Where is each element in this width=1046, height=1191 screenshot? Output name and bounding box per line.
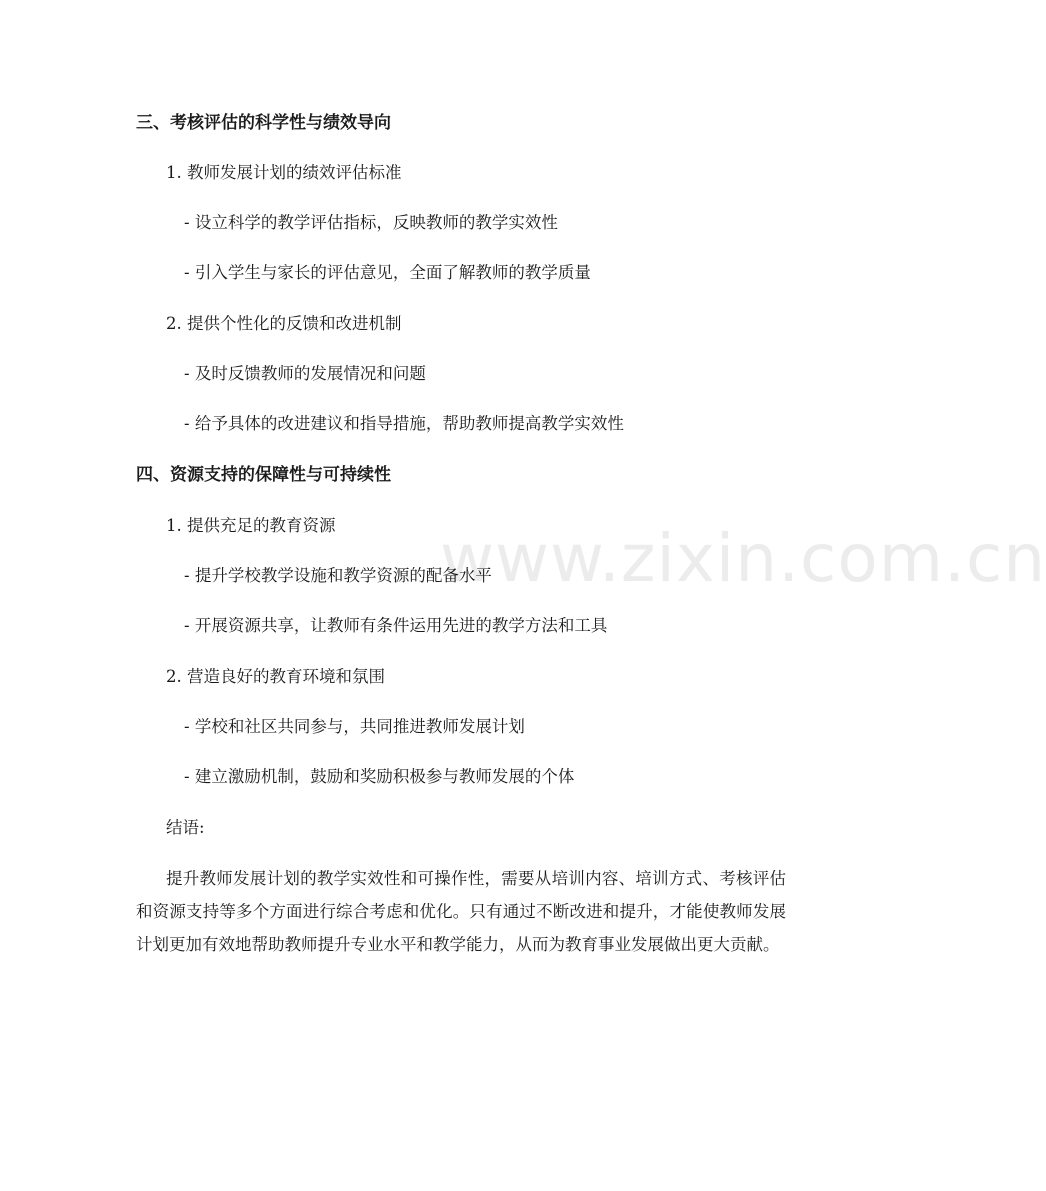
bullet-3-1-1: - 设立科学的教学评估指标，反映教师的教学实效性	[184, 213, 558, 232]
bullet-3-2-2: - 给予具体的改进建议和指导措施，帮助教师提高教学实效性	[184, 414, 624, 433]
bullet-3-1-2: - 引入学生与家长的评估意见，全面了解教师的教学质量	[184, 263, 591, 282]
bullet-4-2-1: - 学校和社区共同参与，共同推进教师发展计划	[184, 717, 525, 736]
item-title-3-2: 2. 提供个性化的反馈和改进机制	[166, 314, 402, 333]
bullet-4-2-2: - 建立激励机制，鼓励和奖励积极参与教师发展的个体	[184, 767, 575, 786]
bullet-4-1-1: - 提升学校教学设施和教学资源的配备水平	[184, 566, 492, 585]
watermark: www.zixin.com.cn	[440, 520, 1046, 597]
item-title-4-1: 1. 提供充足的教育资源	[166, 516, 336, 535]
section-heading-3: 三、考核评估的科学性与绩效导向	[136, 113, 391, 133]
bullet-3-2-1: - 及时反馈教师的发展情况和问题	[184, 364, 426, 383]
conclusion-paragraph: 提升教师发展计划的教学实效性和可操作性，需要从培训内容、培训方式、考核评估和资源支持等多个方面进行综合考虑和优化。只有通过不断改进和提升，才能使教师发展计划更加有效地帮助教师提升专业水平和教学能力，从而为教育事业发展做出更大贡献。	[136, 869, 786, 954]
item-title-4-2: 2. 营造良好的教育环境和氛围	[166, 667, 385, 686]
item-title-3-1: 1. 教师发展计划的绩效评估标准	[166, 163, 402, 182]
section-heading-4: 四、资源支持的保障性与可持续性	[136, 465, 391, 485]
conclusion-label: 结语:	[166, 818, 205, 837]
bullet-4-1-2: - 开展资源共享，让教师有条件运用先进的教学方法和工具	[184, 616, 608, 635]
